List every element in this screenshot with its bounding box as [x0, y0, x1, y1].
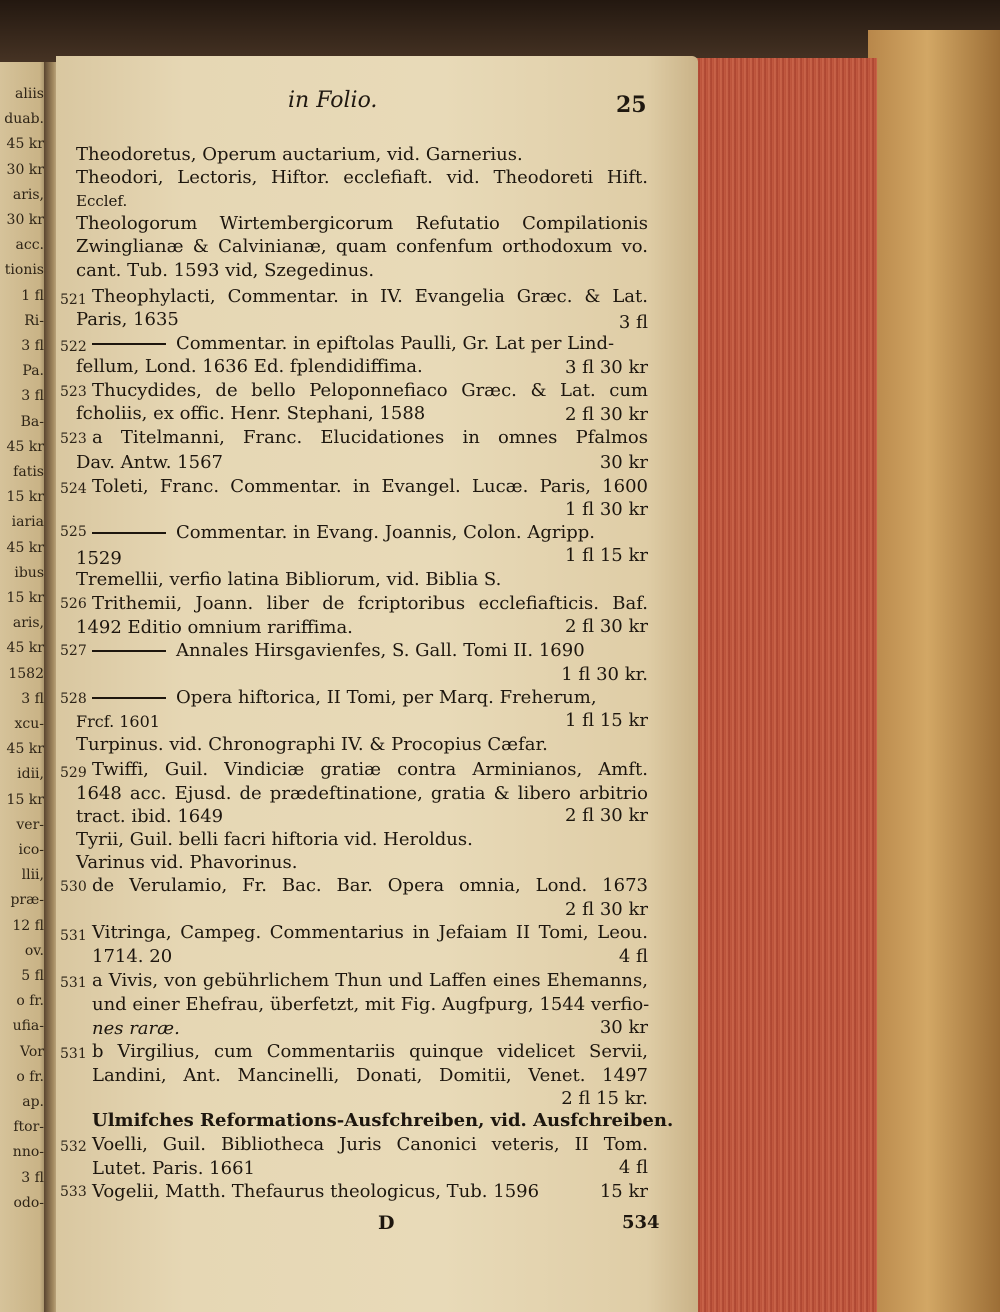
- entry-line: [92, 640, 585, 662]
- entry-line: Landini, Ant. Mancinelli, Donati, Domitii, Venet. 1497: [92, 1065, 648, 1086]
- ditto-dash: [92, 532, 166, 534]
- left-page-text: ap.: [22, 1094, 44, 1110]
- entry-number: 531: [60, 1046, 87, 1062]
- entry-number: 524: [60, 481, 87, 497]
- book-cover-edge: [868, 30, 1000, 1312]
- entry-line-text: Opera hiftorica, II Tomi, per Marq. Freherum,: [176, 687, 597, 708]
- entry-number: 522: [60, 339, 87, 355]
- ditto-dash: [92, 343, 166, 345]
- left-page-text: Ba-: [20, 413, 44, 430]
- left-page-text: 45 kr: [6, 539, 44, 556]
- entry-line-text: Commentar. in epiftolas Paulli, Gr. Lat per Lind-: [176, 333, 615, 354]
- left-page-text: 3 fl: [21, 388, 44, 405]
- left-page-text: o fr.: [16, 993, 44, 1010]
- entry-number: 523: [60, 431, 87, 447]
- left-page-text: ico-: [18, 842, 44, 858]
- page-number: 25: [616, 92, 647, 118]
- entry-price: 15 kr: [599, 1181, 648, 1202]
- left-page-text: 15 kr: [6, 590, 44, 606]
- red-page-edges: [695, 58, 877, 1312]
- entry-line: Turpinus. vid. Chronographi IV. & Procopius Cæfar.: [76, 734, 548, 755]
- entry-line: Trithemii, Joann. liber de fcriptoribus ecclefiafticis. Baf.: [92, 593, 648, 614]
- entry-line: Ecclef.: [76, 192, 128, 210]
- entry-price: 2 fl 30 kr: [564, 899, 648, 920]
- entry-price: 3 fl: [618, 312, 648, 333]
- entry-price: 1 fl 30 kr: [564, 499, 648, 520]
- left-page-text: 1582: [8, 665, 44, 682]
- left-page-text: Ri-: [24, 312, 44, 329]
- entry-line: [92, 522, 595, 544]
- left-page-fragment: [0, 62, 50, 1312]
- running-title: in Folio.: [288, 88, 378, 113]
- entry-line: cant. Tub. 1593 vid, Szegedinus.: [76, 260, 375, 281]
- entry-number: 528: [60, 691, 87, 707]
- catchword: 534: [622, 1212, 660, 1233]
- entry-price: 2 fl 30 kr: [564, 805, 648, 826]
- left-page-text: iaria: [11, 514, 44, 531]
- left-page-text: aliis: [15, 86, 44, 102]
- entry-number: 530: [60, 879, 87, 895]
- entry-line: Vogelii, Matth. Thefaurus theologicus, Tub. 1596: [92, 1181, 540, 1202]
- left-page-text: llii,: [21, 867, 44, 884]
- entry-line-text: Annales Hirsgavienfes, S. Gall. Tomi II. 1690: [176, 640, 585, 661]
- entry-line: Vitringa, Campeg. Commentarius in Jefaiam II Tomi, Leou.: [92, 922, 648, 943]
- signature-mark: D: [378, 1212, 395, 1234]
- entry-number: 527: [60, 643, 87, 659]
- left-page-text: 12 fl: [12, 917, 44, 934]
- left-page-text: 15 kr: [6, 489, 44, 506]
- entry-price: 4 fl: [618, 1157, 648, 1178]
- left-page-text: nno-: [12, 1144, 44, 1161]
- left-page-text: ufia-: [12, 1018, 44, 1035]
- left-page-text: 45 kr: [6, 438, 44, 455]
- entry-price: 30 kr: [599, 1017, 648, 1038]
- entry-line: Theodoretus, Operum auctarium, vid. Garnerius.: [76, 144, 523, 165]
- left-page-text: 5 fl: [21, 968, 44, 984]
- left-page-text: ibus: [14, 564, 44, 581]
- entry-price: 2 fl 30 kr: [564, 404, 648, 425]
- entry-number: 532: [60, 1139, 87, 1155]
- left-page-text: Pa.: [22, 363, 44, 380]
- left-page-text: ver-: [16, 816, 44, 833]
- entry-line: Thucydides, de bello Peloponnefiaco Græc. & Lat. cum: [92, 380, 648, 401]
- left-page-text: aris,: [12, 186, 44, 203]
- entry-line-text: Commentar. in Evang. Joannis, Colon. Agripp.: [176, 522, 595, 543]
- left-page-text: o fr.: [16, 1068, 44, 1085]
- left-page-text: acc.: [15, 237, 44, 254]
- left-page-text: 45 kr: [6, 741, 44, 758]
- left-page-text: tionis: [4, 262, 44, 279]
- left-page-text: 1 fl: [21, 287, 44, 304]
- left-page-text: ov.: [24, 942, 44, 959]
- entry-line: a Titelmanni, Franc. Elucidationes in omnes Pfalmos: [92, 427, 648, 448]
- entry-line: Theologorum Wirtembergicorum Refutatio Compilationis: [76, 213, 648, 234]
- left-page-text: idii,: [17, 766, 44, 783]
- entry-number: 531: [60, 928, 87, 944]
- entry-line: Tyrii, Guil. belli facri hiftoria vid. Heroldus.: [76, 829, 473, 850]
- entry-line: 1529: [76, 548, 122, 569]
- entry-line: Varinus vid. Phavorinus.: [76, 852, 298, 873]
- entry-line: Voelli, Guil. Bibliotheca Juris Canonici veteris, II Tom.: [92, 1134, 648, 1155]
- entry-line: fellum, Lond. 1636 Ed. fplendidiffima.: [76, 356, 423, 377]
- entry-line: Dav. Antw. 1567: [76, 452, 223, 473]
- entry-line: Lutet. Paris. 1661: [92, 1158, 255, 1179]
- entry-line: Ulmifches Reformations-Ausfchreiben, vid. Ausfchreiben.: [92, 1110, 674, 1131]
- entry-line: Frcf. 1601: [76, 712, 160, 731]
- entry-price: 4 fl: [618, 946, 648, 967]
- entry-line: Tremellii, verfio latina Bibliorum, vid. Biblia S.: [76, 569, 502, 590]
- left-page-text: ftor-: [13, 1119, 44, 1136]
- left-page-text: fatis: [13, 464, 44, 480]
- entry-number: 521: [60, 292, 87, 308]
- ditto-dash: [92, 697, 166, 699]
- left-page-text: 15 kr: [6, 791, 44, 808]
- left-page-text: odo-: [13, 1194, 44, 1211]
- entry-number: 529: [60, 765, 87, 781]
- entry-line: Paris, 1635: [76, 309, 179, 330]
- entry-price: 1 fl 30 kr.: [561, 664, 648, 685]
- entry-line: Theodori, Lectoris, Hiftor. ecclefiaft. vid. Theodoreti Hift.: [76, 167, 648, 188]
- entry-line: [92, 687, 597, 709]
- left-page-text: duab.: [4, 111, 44, 128]
- entry-number: 526: [60, 596, 87, 612]
- entry-line: fcholiis, ex offic. Henr. Stephani, 1588: [76, 403, 426, 424]
- left-page-text: 30 kr: [6, 161, 44, 178]
- entry-line: de Verulamio, Fr. Bac. Bar. Opera omnia, Lond. 1673: [92, 875, 648, 896]
- entry-number: 525: [60, 524, 87, 540]
- entry-line: 1492 Editio omnium rariffima.: [76, 617, 353, 638]
- entry-number: 531: [60, 975, 87, 991]
- entry-line: tract. ibid. 1649: [76, 806, 224, 827]
- left-page-text: 3 fl: [21, 338, 44, 354]
- entry-price: 1 fl 15 kr: [564, 710, 648, 731]
- left-page-text: 30 kr: [6, 212, 44, 228]
- left-page-text: Vor: [20, 1043, 44, 1060]
- entry-price: 3 fl 30 kr: [564, 357, 648, 378]
- entry-number: 533: [60, 1184, 87, 1200]
- entry-price: 30 kr: [599, 452, 648, 473]
- left-page-text: præ-: [10, 892, 44, 909]
- entry-number: 523: [60, 384, 87, 400]
- entry-line: nes raræ.: [92, 1018, 180, 1039]
- entry-line: Theophylacti, Commentar. in IV. Evangelia Græc. & Lat.: [92, 286, 648, 307]
- left-page-text: 3 fl: [21, 1169, 44, 1186]
- left-page-text: aris,: [12, 615, 44, 632]
- entry-line: a Vivis, von gebührlichem Thun und Laffen eines Ehemanns,: [92, 970, 648, 991]
- entry-line: [92, 333, 614, 355]
- entry-price: 1 fl 15 kr: [564, 545, 648, 566]
- entry-price: 2 fl 15 kr.: [561, 1088, 648, 1109]
- left-page-text: 45 kr: [6, 136, 44, 153]
- left-page-text: 3 fl: [21, 690, 44, 707]
- entry-line: 1648 acc. Ejusd. de prædeftinatione, gratia & libero arbitrio: [76, 783, 648, 804]
- entry-price: 2 fl 30 kr: [564, 616, 648, 637]
- entry-line: Zwinglianæ & Calvinianæ, quam confenfum orthodoxum vo.: [76, 236, 648, 257]
- entry-line: 1714. 20: [92, 946, 173, 967]
- left-page-text: xcu-: [14, 716, 44, 732]
- entry-line: b Virgilius, cum Commentariis quinque videlicet Servii,: [92, 1041, 648, 1062]
- ditto-dash: [92, 650, 166, 652]
- left-page-text: 45 kr: [6, 640, 44, 657]
- entry-line: Twiffi, Guil. Vindiciæ gratiæ contra Arminianos, Amft.: [92, 759, 648, 780]
- entry-line: und einer Ehefrau, überfetzt, mit Fig. Augfpurg, 1544 verfio-: [92, 994, 650, 1015]
- entry-line: Toleti, Franc. Commentar. in Evangel. Lucæ. Paris, 1600: [92, 476, 648, 497]
